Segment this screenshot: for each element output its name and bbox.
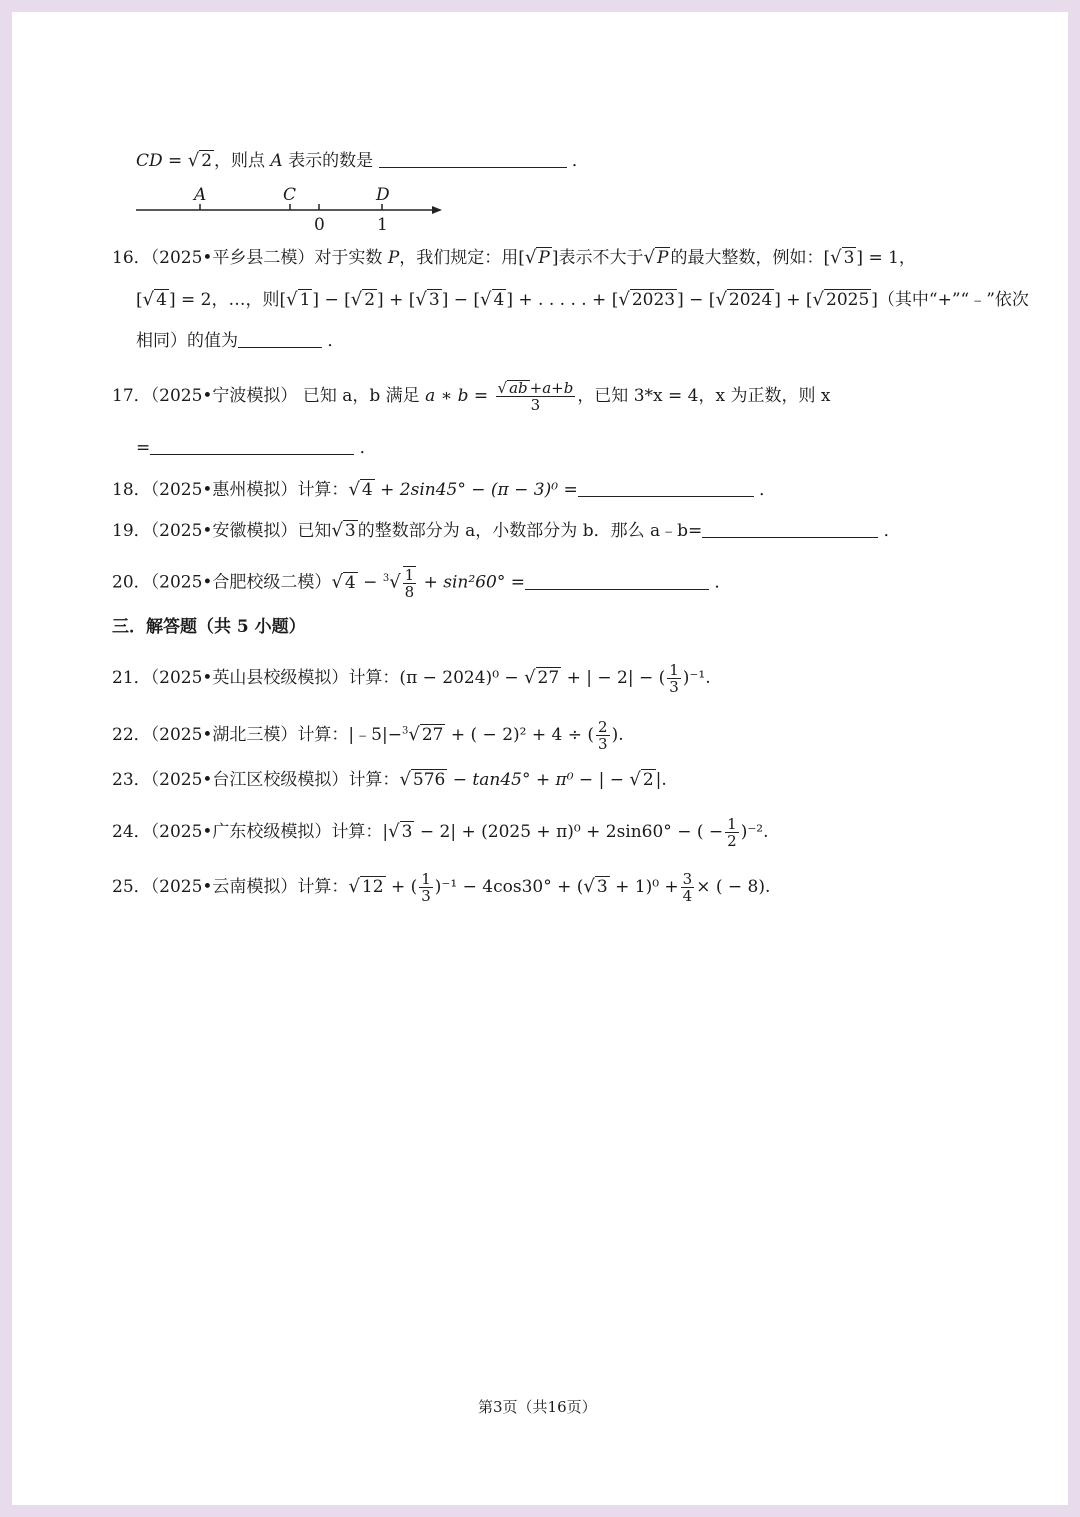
answer-blank[interactable] [578,496,754,497]
q22-t1: 计算：|﹣5|− [297,725,402,745]
q17-line1 [112,380,972,413]
sqrt-symbol: √ [350,289,363,310]
q24-t2: − 2| + (2025 + π)⁰ + 2sin60° − ( − [419,822,724,842]
q23-number: 23． [112,770,151,790]
q18-line [112,478,776,502]
axis-label-zero: 0 [314,215,325,235]
q25-r: 12 [361,877,384,897]
q25-r2: 3 [596,877,608,897]
sqrt-symbol: √ [812,289,824,310]
sqrt-symbol: √ [415,289,427,310]
q25-t2: + ( [390,877,418,897]
q17-frac-num2: +a+b [529,379,574,397]
q18-expr: + 2sin45° − (π − 3)⁰ = [380,480,578,500]
q24-number: 24． [112,822,151,842]
sqrt-symbol: √ [388,821,400,842]
q18-end: ． [759,480,777,500]
q20-fraction [403,566,417,600]
q19-r: 3 [344,521,356,541]
q17-t2: ，已知 3*x = 4，x 为正数，则 x [577,386,831,406]
q24-t3: )⁻². [740,822,769,842]
q25-source: （2025•云南模拟） [150,877,298,897]
q16-sqrt-p2: P [657,248,669,268]
q24-line [112,816,769,849]
sqrt-symbol: √ [480,289,492,310]
page-footer: 第3页（共16页） [478,1398,597,1416]
point-a-label: A [270,151,283,171]
q24-frac-num: 1 [727,815,737,833]
q20-end: ． [714,572,732,593]
q17-line2 [136,436,377,460]
q22-frac-num: 2 [598,718,608,736]
q17-number: 17． [112,386,151,406]
q25-frac-den: 3 [421,887,431,905]
q23-source: （2025•台江区校级模拟） [150,770,349,790]
axis-label-a: A [194,185,207,205]
q25-frac-den2: 4 [682,887,693,905]
q15-tail-line [136,149,589,173]
q16-sqrt-p: P [538,248,550,268]
q20-source: （2025•合肥校级二模） [150,572,332,593]
q16-tail: （其中“+”“﹣”依次 [877,290,1029,310]
q25-t4: + 1)⁰ + [615,877,679,897]
sqrt-symbol: √ [142,289,155,310]
q17-frac-den: 3 [530,396,541,414]
q23-r: 576 [412,770,446,790]
q16-line3 [136,329,344,353]
q20-frac-num: 1 [404,566,415,584]
q17-source: （2025•宁波模拟） [150,386,298,406]
q18-source: （2025•惠州模拟） [150,480,298,500]
q16-end: ． [327,331,345,351]
answer-blank[interactable] [150,454,354,455]
axis-label-one: 1 [377,215,388,235]
cube-root-symbol: √ [408,724,420,745]
answer-blank[interactable] [702,537,878,538]
q19-number: 19． [112,521,151,541]
q23-line [112,768,667,792]
sqrt-symbol: √ [399,769,411,790]
q18-t1: 计算： [297,480,349,500]
q19-end: ． [883,521,901,541]
q24-fraction [725,816,739,849]
q17-fraction: $\frac{√ ab +a+b}{3}$ [497,379,574,414]
q18-number: 18． [112,480,151,500]
q17-frac-num: ab [509,379,528,397]
sqrt-symbol: √ [331,571,343,593]
q22-frac-den: 3 [598,735,608,753]
q17-t1: 已知 a，b 满足 [302,386,420,406]
q15-text: ，则点 [214,151,266,171]
q16-s4: 4 [493,290,505,310]
q19-source: （2025•安徽模拟） [150,521,298,541]
q16-ellipsis: + . . . . . + [518,290,607,310]
q25-fraction2 [681,871,695,904]
q22-t2: + ( − 2)² + 4 ÷ ( [450,725,595,745]
q22-fraction [596,719,610,752]
q24-source: （2025•广东校级模拟） [150,822,332,842]
q16-number: 16． [112,248,151,268]
q15-end: ． [571,151,589,171]
q20-r: 4 [344,572,356,593]
axis-label-d: D [376,185,390,205]
q20-frac-den: 8 [404,583,415,601]
q21-r: 27 [537,668,560,688]
q16-s2023: 2023 [631,290,676,310]
q22-t3: ). [611,725,624,745]
q25-t3: )⁻¹ − 4cos30° + ( [434,877,584,897]
q15-text2: 表示的数是 [288,151,374,171]
sqrt-symbol: √ [618,289,630,310]
sqrt-symbol: √ [830,247,842,268]
q16-s2025: 2025 [826,290,870,310]
q25-frac-num: 1 [421,870,431,888]
q25-fraction [419,871,433,904]
section-title: 三．解答题（共 5 小题） [112,617,306,637]
answer-blank[interactable] [238,347,322,348]
q17-eq: = [136,438,151,458]
q16-p: P [387,248,400,268]
sqrt-symbol: √ [524,247,537,268]
q25-t1: 计算： [297,877,349,897]
answer-blank[interactable] [379,167,567,168]
equals: = [168,151,183,171]
q20-cube-index: 3 [382,572,390,584]
q25-frac-num2: 3 [682,870,693,888]
axis-label-c: C [283,185,297,205]
q20-minus: − [363,572,378,593]
q16-s3: 3 [428,290,440,310]
q22-cube-index: 3 [401,725,409,737]
q25-line [112,871,770,904]
q16-ex2r: ] = 2，…，则[ [168,290,287,310]
q16-s2: 2 [364,290,376,310]
q21-t3: )⁻¹. [682,668,711,688]
q24-frac-den: 2 [727,832,737,850]
q16-line3-text: 相同）的值为 [136,331,238,351]
sqrt-2: 2 [201,151,213,171]
q22-r: 27 [421,725,444,745]
q23-t2: − tan45° + π⁰ − | − [452,770,624,790]
q20-line [112,566,731,600]
q16-line1 [112,246,916,270]
answer-blank[interactable] [525,589,709,590]
q21-source: （2025•英山县校级模拟） [150,668,349,688]
q21-number: 21． [112,668,151,688]
q23-r2: 2 [642,770,654,790]
q16-s1: 1 [299,290,311,310]
q16-line2: [√ 4 ] = 2，…，则[√ 1 ] − [√ 2 ] + [√ 3 ] − [√ 4 ] + . . . . . + [√ 2023 ] − [√ 2024 ] + [√ 2025 ]（其中“+”“﹣”依次 [136,289,1029,310]
q21-t2: + | − 2| − ( [566,668,666,688]
q21-line [112,662,711,695]
q22-number: 22． [112,725,151,745]
q21-fraction [667,662,681,695]
q25-number: 25． [112,877,151,897]
sqrt-symbol: √ [643,247,655,268]
sqrt-symbol: √ [187,150,200,171]
document-page [12,12,1068,1505]
q25-t5: × ( − 8). [696,877,771,897]
q23-t3: |. [655,770,667,790]
q19-line [112,519,901,543]
q16-s2024: 2024 [728,290,773,310]
q24-r: 3 [401,822,413,842]
sqrt-symbol: √ [524,667,536,688]
q18-r: 4 [361,480,373,500]
q20-expr: + sin²60° = [423,572,525,593]
q20-number: 20． [112,572,151,593]
sqrt-symbol: √ [583,876,595,897]
q16-t1: 对于实数 [314,248,383,268]
q16-source: （2025•平乡县二模） [150,248,315,268]
q21-frac-num: 1 [669,661,679,679]
q16-ex2: 4 [156,290,167,310]
cd-label: CD [136,151,163,171]
q17-end: ． [359,438,377,458]
q16-t2: ，我们规定：用[ [399,248,525,268]
q19-t1: 已知 [297,521,332,541]
q22-line [112,719,624,752]
q21-frac-den: 3 [669,678,679,696]
q23-t1: 计算： [348,770,400,790]
sqrt-symbol: √ [348,479,360,500]
q22-source: （2025•湖北三模） [150,725,298,745]
sqrt-symbol: √ [629,769,641,790]
q16-t4: 的最大整数，例如：[ [670,248,831,268]
sqrt-symbol: √ [286,289,298,310]
q16-ex2a: [ [136,290,143,310]
sqrt-symbol: √ [331,520,343,541]
cube-root-symbol: √ [389,571,401,593]
sqrt-symbol: √ [715,289,727,310]
q16-ex1: 3 [843,248,855,268]
q24-t1: 计算：| [331,822,389,842]
axis-arrow [432,206,442,214]
q16-t3: ]表示不大于 [551,248,644,268]
q16-ex1r: ] = 1， [856,248,916,268]
sqrt-symbol: √ [348,876,360,897]
q17-expr: a ∗ b = [425,386,489,406]
q21-t1: 计算：(π − 2024)⁰ − [348,668,519,688]
q19-t2: 的整数部分为 a，小数部分为 b．那么 a﹣b= [357,521,703,541]
